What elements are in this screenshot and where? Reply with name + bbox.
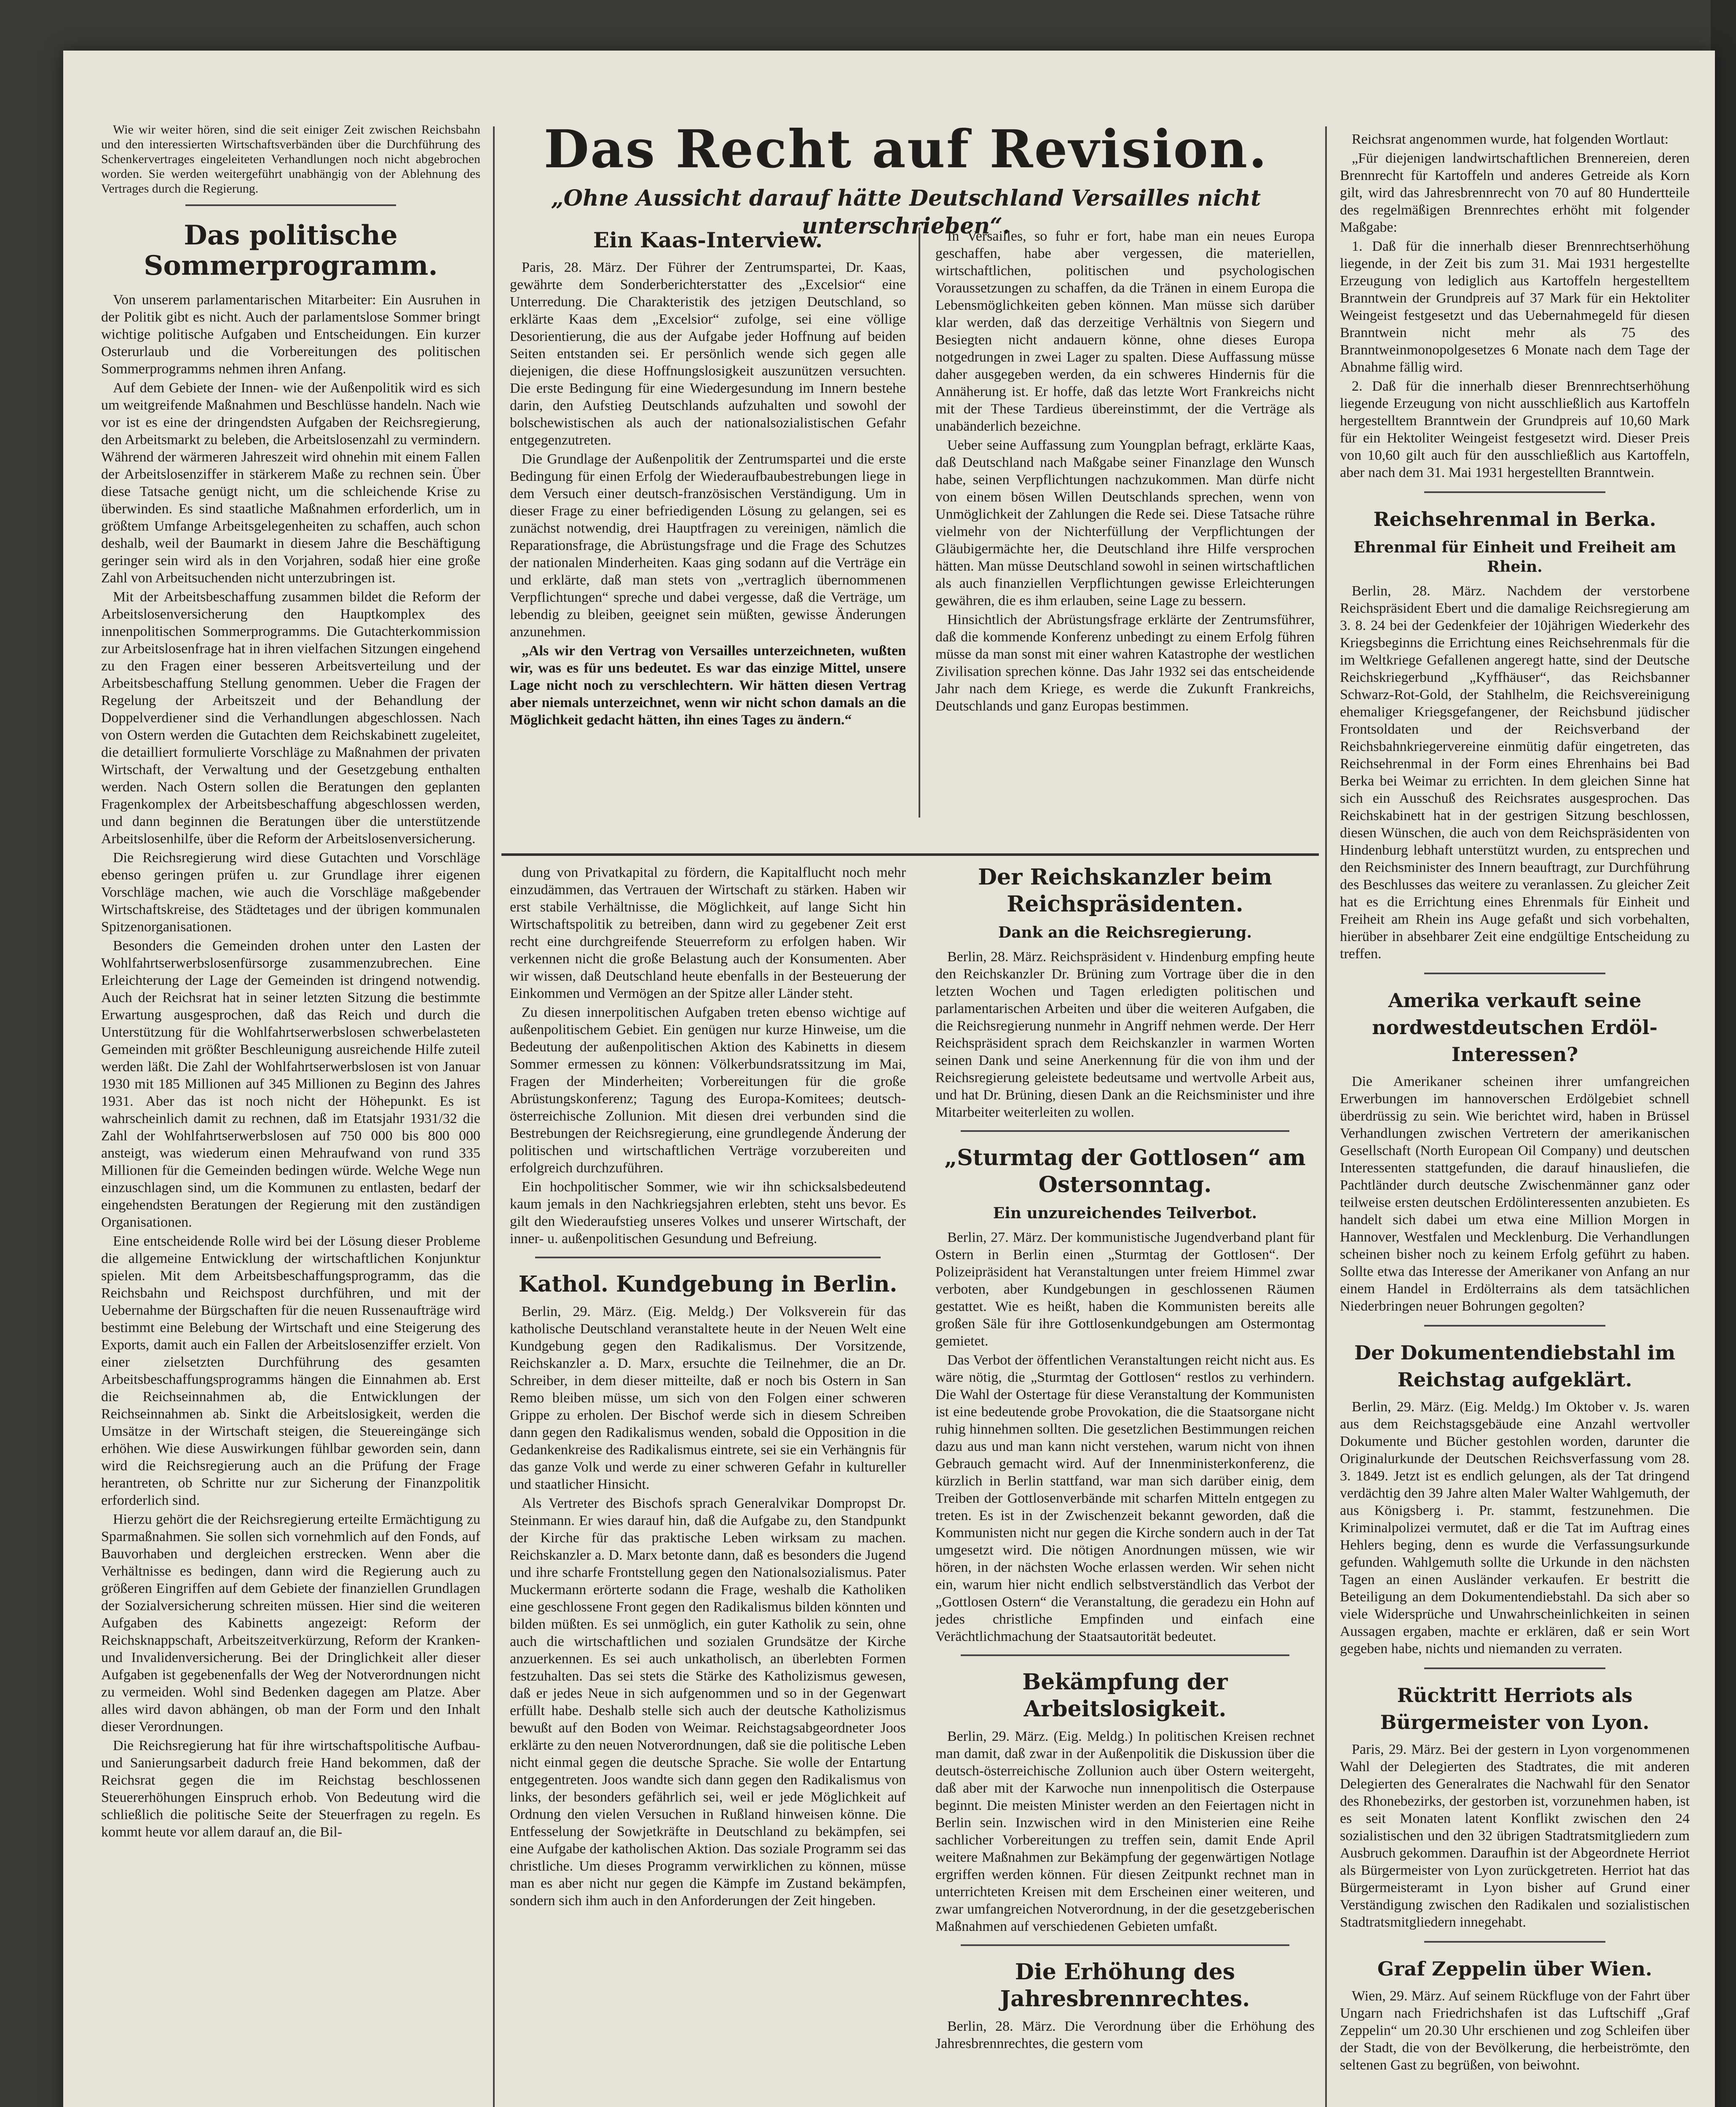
kathol-paragraph: Als Vertreter des Bischofs sprach Generalvikar Dompropst Dr. Steinmann. Er wies darauf hin, daß die Aufgabe zu, den Standpunkt der Kirche für das praktische Leben wirksam zu machen. Reichskanzler a. D. Marx betonte dann, daß es besonders die Jugend und ihre scharfe Frontstellung gegen den Nationalsozialismus. Pater Muckermann erörterte sodann die Frage, weshalb die Katholiken eine geschlossene Front gegen den Radikalismus bilden könnten und bilden müßten. Es sei unmöglich, ein guter Katholik zu sein, ohne auch die wirtschaftlichen und sozialen Grundsätze der Kirche anzuerkennen. Es sei auch unkatholisch, an überlebten Formen festzuhalten. Das sei stets die Stärke des Katholizismus gewesen, daß er jedes Neue in sich aufgenommen und so in der Gegenwart erfüllt habe. Deshalb stelle sich auch der deutsche Katholizismus bewußt auf den Boden von Weimar. Reichstagsabgeordneter Joos erklärte zu den neuen Notverordnungen, daß sie die politische Leben nicht einmal gegen die deutsche Sprache. Sie wolle der Entartung entgegentreten. Joos wandte sich dann gegen den Radikalismus von links, der besonders gefährlich sei, weil er jede Möglichkeit auf Ordnung den vielen Versuchen in Rußland hinweisen könne. Die Entfesselung der Sowjetkräfte in Deutschland zu bekämpfen, sei eine Aufgabe der katholischen Aktion. Das soziale Programm sei das christliche. Um dieses Programm verwirklichen zu können, müsse man es aber nicht nur gegen die Kämpfe im Zustand bekämpfen, sondern sich ihm auch in den Anforderungen der Zeit hingeben. (510, 1496, 906, 1909)
column-2-lower (510, 864, 906, 2107)
dokument-title: Der Dokumentendiebstahl im Reichstag aufgeklärt. (1354, 1341, 1675, 1391)
interview-title: Ein Kaas-Interview. (593, 228, 823, 252)
brennrecht-continuation: Reichsrat angenommen wurde, hat folgenden Wortlaut: (1352, 131, 1669, 147)
newspaper-page (63, 51, 1715, 2107)
sommer-title: Das politische Sommerprogramm. (144, 220, 438, 281)
kaas-paragraph: Paris, 28. März. Der Führer der Zentrumspartei, Dr. Kaas, gewährte dem Sonderberichterstatter des „Excelsior“ eine Unterredung. Die Charakteristik des jetzigen Deutschland, so erklärte Kaas dem „Excelsior“ zufolge, sei eine völlige Desorientierung, die aus der Aufgabe jeder Hoffnung auf beiden Seiten entstanden sei. Er persönlich wende sich gegen alle diejenigen, die diese Hoffnungslosigkeit auszunützen versuchten. Die erste Bedingung für eine Wiedergesundung im Innern bestehe darin, den Aufstieg Deutschlands aufzuhalten und sowohl der bolschewistischen als auch der nationalsozialistischen Gefahr entgegenzutreten. (510, 260, 906, 448)
divider (1424, 1941, 1605, 1943)
sturmtag-paragraph: Berlin, 27. März. Der kommunistische Jugendverband plant für Ostern in Berlin einen „Sturmtag der Gottlosen“. Der Polizeipräsident hat Veranstaltungen unter freiem Himmel zwar verboten, aber Kundgebungen in geschlossenen Räumen gestattet. Wie es heißt, haben die Kommunisten bereits alle großen Säle für ihre Gottlosenkundgebungen am Ostermontag gemietet. (935, 1230, 1315, 1349)
intro-note: Wie wir weiter hören, sind die seit einiger Zeit zwischen Reichsbahn und den interessierten Wirtschaftsverbänden über die Durchführung des Schenkervertrages eingeleiteten Verhandlungen noch nicht abgebrochen worden. Sie werden weitergeführt unabhängig von der Ablehnung des Vertrages durch die Regierung. (101, 123, 480, 196)
sommer-paragraph: Von unserem parlamentarischen Mitarbeiter: Ein Ausruhen in der Politik gibt es nicht. Auch der parlamentslose Sommer bringt wichtige politische Aufgaben und Entscheidungen. Ein kurzer Osterurlaub und die Vorbereitungen des politischen Sommerprogramms nehmen ihren Anfang. (101, 292, 480, 377)
kanzler-title: Der Reichskanzler beim Reichspräsidenten. (978, 864, 1273, 917)
kaas-paragraph: In Versailles, so fuhr er fort, habe man ein neues Europa geschaffen, habe aber vergessen, die materiellen, wirtschaftlichen, politischen und psychologischen Voraussetzungen zu schaffen, da die Tränen in einem Europa die Lebensmöglichkeiten geben können. Man müsse sich darüber klar werden, daß das derzeitige Verhältnis von Siegern und Besiegten nicht andauern könne, ohne dieses Europa notgedrungen in zwei Lager zu spalten. Diese Auffassung müsse daher ausgegeben werden, da ein schweres Hindernis für die Annäherung ist. Er hoffe, daß das letzte Wort Frankreichs nicht mit der These Tardieus übereinstimmt, der die Verträge als unabänderlich bezeichne. (935, 228, 1315, 434)
zeppelin-paragraph: Wien, 29. März. Auf seinem Rückfluge von der Fahrt über Ungarn nach Friedrichshafen ist das Luftschiff „Graf Zeppelin“ um 20.30 Uhr erschienen und zog Schleifen über der Stadt, die von der Bevölkerung, die herbeiströmte, den seltenen Gast zu begrüßen, von beiwohnt. (1340, 1988, 1690, 2073)
kanzler-subtitle: Dank an die Reichsregierung. (998, 924, 1252, 941)
divider (1424, 973, 1605, 974)
brennrecht-continuation: 1. Daß für die innerhalb dieser Brennrechtserhöhung liegende, in der Zeit bis zum 31. Mai 1931 hergestellte Erzeugung von lediglich aus Kartoffeln hergestelltem Branntwein der Grundpreis auf 37 Mark für ein Hektoliter Weingeist festgesetzt und das Uebernahmegeld für diesen Branntwein nicht mehr als 75 des Branntweinmonopolgesetzes 6 Monate nach dem Tage der Abnahme fällig wird. (1340, 239, 1690, 375)
brennrecht-title: Die Erhöhung des Jahresbrennrechtes. (1000, 1959, 1250, 2012)
kaas-right (935, 228, 1315, 847)
continuation-paragraph: Zu diesen innerpolitischen Aufgaben treten ebenso wichtige auf außenpolitischem Gebiet. Ein genügen nur kurze Hinweise, um die Bedeutung der außenpolitischen Aktion des Kabinetts in diesem Sommer ermessen zu können: Völkerbundsratssitzung im Mai, Fragen der Minderheiten; Vorbereitungen für die große Abrüstungskonferenz; Tagung des Europa-Komitees; deutsch-österreichische Zollunion. Mit diesen drei verbunden sind die Bestrebungen der Reichsregierung, eine grundlegende Änderung der politischen und wirtschaftlichen Verträge vorzubereiten und erfolgreich durchzuführen. (510, 1005, 906, 1176)
sommer-paragraph: Besonders die Gemeinden drohen unter den Lasten der Wohlfahrtserwerbslosenfürsorge zusammenzubrechen. Eine Erleichterung der Lage der Gemeinden ist dringend notwendig. Auch der Reichsrat hat in seiner letzten Sitzung die bestimmte Erwartung ausgesprochen, daß das Reich und durch die Unterstützung für die Wohlfahrtserwerbslosen schwerbelasteten Gemeinden mit größter Beschleunigung ausreichende Hilfe zuteil werden läßt. Die Zahl der Wohlfahrtserwerbslosen ist von Januar 1930 mit 185 Millionen auf 345 Millionen zu Beginn des Jahres 1931. Aber das ist noch nicht der Höhepunkt. Es ist wahrscheinlich damit zu rechnen, daß im Etatsjahr 1931/32 die Zahl der Wohlfahrtserwerbslosen auf 750 000 bis 800 000 ansteigt, was wiederum einen Mehraufwand von rund 335 Millionen für die Gemeinden bedingen würde. Welche Wege nun einzuschlagen sind, um die Kommunen zu entlasten, bedarf der eingehendsten Beratungen der Regierung mit den zuständigen Organisationen. (101, 938, 480, 1230)
herriot-title: Rücktritt Herriots als Bürgermeister von Lyon. (1380, 1684, 1650, 1734)
column-4 (1340, 131, 1690, 2107)
kathol-paragraph: Berlin, 29. März. (Eig. Meldg.) Der Volksverein für das katholische Deutschland veranstaltete heute in der Neuen Welt eine Kundgebung gegen den Radikalismus. Der Vorsitzende, Reichskanzler a. D. Marx, ersuchte die Teilnehmer, die an Dr. Schreiber, in dem dieser mitteilte, daß er noch bis Ostern in San Remo bleiben müsse, um sich von den Folgen einer schweren Grippe zu erholen. Der Bischof werde sich in diesem Schreiben dann gegen den Radikalismus wenden, sobald die Opposition in die Gedankenkreise des Radikalismus eintrete, sei sie ein Verhängnis für das ganze Volk und werde zu einer schweren Gefahr in kultureller und staatlicher Hinsicht. (510, 1304, 906, 1492)
sommer-paragraph: Die Reichsregierung wird diese Gutachten und Vorschläge ebenso geringen prüfen u. zur Grundlage ihrer eigenen Vorschläge machen, wie auch die Vorschläge maßgebender Wirtschaftskreise, des Städtetages und der übrigen kommunalen Spitzenorganisationen. (101, 850, 480, 935)
berka-subtitle: Ehrenmal für Einheit und Freiheit am Rhein. (1353, 539, 1676, 576)
sommer-paragraph: Hierzu gehört die der Reichsregierung erteilte Ermächtigung zu Sparmaßnahmen. Sie sollen sich vornehmlich auf den Fonds, auf Bauvorhaben und dergleichen erstrecken. Wenn aber die Verhältnisse es bedingen, dann wird die Regierung auch zu größeren Eingriffen auf dem Gebiete der finanziellen Grundlagen der Sozialversicherung schreiten müssen. Hier sind die weiteren Aufgaben des Kabinetts angezeigt: Reform der Reichsknappschaft, Arbeitszeitverkürzung, Reform der Kranken- und Invalidenversicherung. Bei der Dringlichkeit aller dieser Aufgaben ist gegebenenfalls der Weg der Notverordnungen nicht zu vermeiden. Wohl sind Bedenken dagegen am Platze. Aber alles wird davon abhängen, ob man der Form und den Inhalt dieser Verordnungen. (101, 1512, 480, 1734)
sommer-paragraph: Mit der Arbeitsbeschaffung zusammen bildet die Reform der Arbeitslosenversicherung den Hauptkomplex des innenpolitischen Sommerprogramms. Die Gutachterkommission zur Arbeitslosenfrage hat in ihren vielfachen Sitzungen eingehend zu den Fragen einer besseren Arbeitsverteilung und der Arbeitsbeschaffung Stellung genommen. Ueber die Fragen der Regelung der Arbeitszeit und der Behandlung der Doppelverdiener sind die Verhandlungen abgeschlossen. Nach von Ostern werden die Gutachten dem Reichskabinett zugeleitet, die detailliert formulierte Vorschläge zu Maßnahmen der privaten Wirtschaft, der Verwaltung und der Gesetzgebung enthalten werden. Nach Ostern sollen die Beratungen den geplanten Fragenkomplex der Arbeitsbeschaffung abgeschlossen werden, und dann beginnen die Beratungen über die unterstützende Arbeitslosenhilfe, über die Reform der Arbeitslosenversicherung. (101, 589, 480, 847)
berka-paragraph: Berlin, 28. März. Nachdem der verstorbene Reichspräsident Ebert und die damalige Reichsregierung am 3. 8. 24 bei der Gedenkfeier der 10jährigen Wiederkehr des Kriegsbeginns die Errichtung eines Reichsehrenmals für die im Weltkriege Gefallenen angeregt hatte, sind der Deutsche Reichskriegerbund „Kyffhäuser“, das Reichsbanner Schwarz-Rot-Gold, der Stahlhelm, die Reichsvereinigung ehemaliger Kriegsgefangener, der Reichsbund jüdischer Frontsoldaten und der Reichsverband der Reichsbahnkriegervereine einmütig dafür eingetreten, das Reichsehrenmal in der Form eines Ehrenhains bei Bad Berka bei Weimar zu errichten. In dem gleichen Sinne hat sich ein Ausschuß des Reichsrates ausgesprochen. Das Reichskabinett hat in der gestrigen Sitzung beschlossen, diesen Wünschen, die auch von dem Reichspräsidenten von Hindenburg lebhaft unterstützt wurden, zu entsprechen und den Reichsminister des Innern beauftragt, zur Durchführung des Beschlusses das weitere zu veranlassen. Zu gleicher Zeit hat es die Errichtung eines Ehrenmals für Einheit und Freiheit am Rhein ins Auge gefaßt und sich vorbehalten, hierüber in absehbarer Zeit eine endgültige Entscheidung zu treffen. (1340, 583, 1690, 962)
main-headline: Das Recht auf Revision. (544, 119, 1268, 180)
column-rule (493, 126, 495, 2107)
brennrecht-continuation: „Für diejenigen landwirtschaftlichen Brennereien, deren Brennrecht für Kartoffeln und anderes Getreide als Korn gilt, wird das Jahresbrennrecht von 70 auf 80 Hundertteile des regelmäßigen Brennrechtes erhöht mit folgender Maßgabe: (1340, 150, 1690, 235)
column-rule (1325, 126, 1327, 2107)
kaas-quote: „Als wir den Vertrag von Versailles unterzeichneten, wußten wir, was es für uns bedeutet. Es war das einzige Mittel, unsere Lage nicht noch zu verschlechtern. Wir hätten diesen Vertrag aber niemals unterzeichnet, wenn wir nicht schon damals an die Möglichkeit gedacht hätten, ihn eines Tages zu ändern.“ (510, 643, 906, 728)
main-subheadline: „Ohne Aussicht darauf hätte Deutschland Versailles nicht unterschrieben“. (551, 185, 1261, 239)
brennrecht-continuation: 2. Daß für die innerhalb dieser Brennrechtserhöhung liegende Erzeugung von nicht ausschließlich aus Kartoffeln hergestelltem Branntwein der Grundpreis auf 10,60 Mark für ein Hektoliter Weingeist festgesetzt wird. Dieser Preis von 10,60 gilt auch für den ausschließlich aus Kartoffeln, aber nach dem 31. Mai 1931 hergestellten Branntwein. (1340, 378, 1690, 480)
dokument-paragraph: Berlin, 29. März. (Eig. Meldg.) Im Oktober v. Js. waren aus dem Reichstagsgebäude eine Anzahl wertvoller Dokumente und Bücher gestohlen worden, darunter die Originalurkunde der Deutschen Reichsverfassung vom 28. 3. 1849. Jetzt ist es endlich gelungen, als der Tat dringend verdächtig den 39 Jahre alten Maler Walter Wahlgemuth, der aus Königsberg i. Pr. stammt, festzunehmen. Die Kriminalpolizei vermutet, daß er die Tat im Auftrag eines Hehlers beging, denn es wurde die Verfassungsurkunde gefunden. Wahlgemuth sollte die Urkunde in den nächsten Tagen an einen Ausländer verkaufen. Er bestritt die Beteiligung an dem Dokumentendiebstahl. Da sich aber so viele Widersprüche und Unwahrscheinlichkeiten in seinen Aussagen ergaben, machte er erklären, daß er sein Wort gegeben habe, nichts und niemanden zu verraten. (1340, 1399, 1690, 1657)
divider (961, 1130, 1289, 1132)
divider (1424, 1667, 1605, 1669)
sommer-paragraph: Auf dem Gebiete der Innen- wie der Außenpolitik wird es sich um weitgreifende Maßnahmen und Beschlüsse handeln. Nach wie vor ist es eine der dringendsten Aufgaben der Reichsregierung, den Arbeitsmarkt zu beleben, die Arbeitslosenzahl zu vermindern. Während der wärmeren Jahreszeit wird ohnehin mit einem Fallen der Arbeitslosenziffer in stärkerem Maße zu rechnen sein. Über diese Tatsache genügt nicht, um die schleichende Krise zu überwinden. Es sind staatliche Maßnahmen erforderlich, um in größtem Umfange Arbeitsgelegenheiten zu schaffen, auch schon deshalb, weil der Baumarkt in diesem Jahre die Beschäftigung geringer sein wird als in den Vorjahren, sodaß hier eine große Zahl von Arbeitsuchenden nicht unterzubringen ist. (101, 380, 480, 586)
continuation-paragraph: dung von Privatkapital zu fördern, die Kapitalflucht noch mehr einzudämmen, das Vertrauen der Wirtschaft zu stärken. Haben wir erst stabile Verhältnisse, die Möglichkeit, auf lange Sicht hin Wirtschaftspolitik zu betreiben, dann wird zu gegebener Zeit erst recht eine durchgreifende Steuerreform zu erfolgen haben. Wir verkennen nicht die große Belastung auch der Konsumenten. Aber wir wissen, daß Deutschland heute ebenfalls in der Besteuerung der Einkommen und Vermögen an der Spitze aller Länder steht. (510, 865, 906, 1001)
divider (1424, 1325, 1605, 1327)
kaas-left (510, 228, 906, 847)
column-1 (101, 122, 480, 2107)
section-rule (501, 853, 1319, 856)
brennrecht-paragraph: Berlin, 28. März. Die Verordnung über die Erhöhung des Jahresbrennrechtes, die gestern vom (935, 2019, 1315, 2051)
kanzler-paragraph: Berlin, 28. März. Reichspräsident v. Hindenburg empfing heute den Reichskanzler Dr. Brüning zum Vortrage über die in den letzten Wochen und Tagen erledigten politischen und parlamentarischen Arbeiten und über die weiteren Aufgaben, die die Reichsregierung nunmehr in Angriff nehmen werde. Der Herr Reichspräsident sprach dem Reichskanzler in warmen Worten seinen Dank und seine Anerkennung für die von ihm und der Reichsregierung geleistete bedeutsame und wertvolle Arbeit aus, und hat Dr. Brüning, diesen Dank an die Reichsminister und ihre Mitarbeiter weiterleiten zu wollen. (935, 949, 1315, 1120)
continuation-paragraph: Ein hochpolitischer Sommer, wie wir ihn schicksalsbedeutend kaum jemals in den Nachkriegsjahren erlebten, steht uns bevor. Es gilt den Wiederaufstieg unseres Volkes und unserer Wirtschaft, der inner- u. außenpolitischen Gesundung und Befreiung. (510, 1179, 906, 1247)
divider (961, 1944, 1289, 1946)
arbeitslos-paragraph: Berlin, 29. März. (Eig. Meldg.) In politischen Kreisen rechnet man damit, daß zwar in der Außenpolitik die Diskussion über die deutsch-österreichische Zollunion auch über Ostern weitergeht, daß aber mit der Karwoche nun innenpolitisch die Osterpause beginnt. Die meisten Minister werden an den Feiertagen nicht in Berlin sein. Inzwischen wird in den Ministerien eine Reihe sachlicher Vorbereitungen zu treffen sein, damit Ende April weitere Maßnahmen zur Bekämpfung der gegenwärtigen Notlage ergriffen werden können. Für diesen Zeitpunkt rechnet man in unterrichteten Kreisen mit dem Erscheinen einer weiteren, und zwar umfangreichen Notverordnung, in der die gesetzgeberischen Maßnahmen auf verschiedenen Gebieten umfaßt. (935, 1729, 1315, 1934)
main-headline-block (510, 118, 1302, 240)
kaas-paragraph: Die Grundlage der Außenpolitik der Zentrumspartei und die erste Bedingung für einen Erfolg der Wiederaufbaubestrebungen liege in dem Versuch einer deutsch-französischen Verständigung. Um in dieser Frage zu einer befriedigenden Lösung zu gelangen, sei es zunächst notwendig, drei Hauptfragen zu vereinigen, nämlich die Reparationsfrage, die Abrüstungsfrage und die Frage des Schutzes der nationalen Minderheiten. Kaas ging sodann auf die Verträge ein und erklärte, daß man stets von „vertraglich übernommenen Verpflichtungen“ spreche und dabei vergesse, daß die Verträge, um lebendig zu bleiben, geeignet sein müßten, gewisse Änderungen anzunehmen. (510, 451, 906, 640)
sturmtag-subtitle: Ein unzureichendes Teilverbot. (993, 1204, 1257, 1222)
amerika-title: Amerika verkauft seine nordwestdeutschen Erdöl-Interessen? (1372, 989, 1658, 1066)
sturmtag-title: „Sturmtag der Gottlosen“ am Ostersonntag. (944, 1145, 1306, 1198)
kaas-paragraph: Ueber seine Auffassung zum Youngplan befragt, erklärte Kaas, daß Deutschland nach Maßgabe seiner Finanzlage den Wunsch habe, seinen Verpflichtungen nachzukommen. Man dürfe nicht von einem bösen Willen Deutschlands sprechen, wenn von Unmöglichkeit der Zahlungen die Rede sei. Diese Tatsache rühre vielmehr von der Nichterfüllung der Verpflichtungen der Gläubigermächte her, die Deutschland ihre Hilfe versprochen hätten. Man müsse Deutschland sowohl in seinen wirtschaftlichen als auch finanziellen Verpflichtungen gewisse Erleichterungen gewähren, die es ihm erlauben, seine Lage zu bessern. (935, 437, 1315, 609)
zeppelin-title: Graf Zeppelin über Wien. (1377, 1957, 1653, 1980)
berka-title: Reichsehrenmal in Berka. (1373, 508, 1656, 531)
divider (961, 1654, 1289, 1656)
sommer-paragraph: Eine entscheidende Rolle wird bei der Lösung dieser Probleme die allgemeine Entwicklung der wirtschaftlichen Konjunktur spielen. Mit dem Arbeitsbeschaffungsprogramm, das die Reichsbahn und Reichspost durchführen, und mit der Uebernahme der Bürgschaften für die neuen Russenaufträge wird bestimmt eine Belebung der Wirtschaft und eine Steigerung des Exports, damit auch ein Fallen der Arbeitslosenziffer erzielt. Von einer zielsetzten Durchführung des gesamten Arbeitsbeschaffungsprogramms hängen die Einnahmen ab. Erst die Reichseinnahmen ab, die Entwicklungen der Reichseinnahmen ab. Sinkt die Arbeitslosigkeit, werden die Umsätze in der Wirtschaft steigen, die Steuereingänge sich erhöhen. Wie diese Auswirkungen fühlbar geworden sein, dann wird die Reichsregierung auch an die Prüfung der Frage herantreten, ob Schritte nur zur Sicherung der Finanzpolitik erforderlich sind. (101, 1233, 480, 1508)
kaas-paragraph: Hinsichtlich der Abrüstungsfrage erklärte der Zentrumsführer, daß die kommende Konferenz unbedingt zu einem Erfolg führen müsse da man sonst mit einer wahren Katastrophe der westlichen Zivilisation sprechen könne. Das Jahr 1932 sei das entscheidende Jahr nach dem Kriege, es werde die Zukunft Frankreichs, Deutschlands und ganz Europas bestimmen. (935, 612, 1315, 714)
arbeitslos-title: Bekämpfung der Arbeitslosigkeit. (1022, 1669, 1228, 1722)
herriot-paragraph: Paris, 29. März. Bei der gestern in Lyon vorgenommenen Wahl der Delegierten des Stadtrates, die mit anderen Delegierten des Generalrates die Nachwahl für den Senator des Rhonebezirks, der gestorben ist, vorzunehmen haben, ist es seit Monaten latent Konflikt zwischen den 24 sozialistischen und den 32 übrigen Stadtratsmitgliedern zum Ausbruch gekommen. Daraufhin ist der Abgeordnete Herriot als Bürgermeister von Lyon zurückgetreten. Herriot hat das Bürgermeisteramt in Lyon bisher auf Grund einer Verständigung zwischen den Radikalen und sozialistischen Stadtratsmitgliedern innegehabt. (1340, 1742, 1690, 1930)
sommer-paragraph: Die Reichsregierung hat für ihre wirtschaftspolitische Aufbau- und Sanierungsarbeit dadurch freie Hand bekommen, daß der Reichsrat gegen die im Reichstag beschlossenen Steuererhöhungen Einspruch erhob. Von Bedeutung wird die schließlich die politische Seite der Steuerfragen zu regeln. Es kommt heute vor allem darauf an, die Bil- (101, 1738, 480, 1840)
amerika-paragraph: Die Amerikaner scheinen ihrer umfangreichen Erwerbungen im hannoverschen Erdölgebiet schnell überdrüssig zu sein. Wie berichtet wird, haben in Brüssel Verhandlungen zwischen Vertretern der amerikanischen Gesellschaft (North European Oil Company) und deutschen Interessenten stattgefunden, die darauf hinausliefen, die Pachtländer durch deutsche Zwischenmänner ganz oder teilweise ersten deutschen Erdölinteressenten anzubieten. Es handelt sich dabei um etwa eine Million Morgen in Hannover, Westfalen und Mecklenburg. Die Verhandlungen scheinen bisher noch zu keinem Erfolg geführt zu haben. Sollte etwa das Interesse der Amerikaner von Anfang an nur einem Handel in Erdölterrains als dem tatsächlichen Niederbringen neuer Bohrungen gegolten? (1340, 1074, 1690, 1314)
divider (185, 204, 396, 206)
column-rule (919, 228, 920, 818)
column-3-lower (935, 864, 1315, 2107)
kathol-title: Kathol. Kundgebung in Berlin. (518, 1271, 897, 1297)
divider (1424, 491, 1605, 493)
sturmtag-paragraph: Das Verbot der öffentlichen Veranstaltungen reicht nicht aus. Es wäre nötig, die „Sturmtag der Gottlosen“ restlos zu verhindern. Die Wahl der Ostertage für diese Veranstaltung der Kommunisten ist eine bedeutende grobe Provokation, die die Staatsorgane nicht ruhig hinnehmen sollten. Die gesetzlichen Bestimmungen reichen dazu aus und man kann nicht verstehen, warum nicht von ihnen Gebrauch gemacht wird. Auf der Innenministerkonferenz, die kürzlich in Berlin stattfand, war man sich darüber einig, dem Treiben der Gottlosenverbände mit scharfen Mitteln entgegen zu treten. Es ist in der Zwischenzeit bekannt geworden, daß die Kommunisten nicht nur gegen die Kirche sondern auch in der Tat umgesetzt wird. Die nötigen Anordnungen müssen, wie wir hören, in der nächsten Woche erlassen werden. Wir sehen nicht ein, warum hier nicht endlich selbstverständlich das Verbot der „Gottlosen Ostern“ die Veranstaltung, die geradezu ein Hohn auf jedes christliche Empfinden und einfach eine Verächtlichmachung der Staatsautorität bedeutet. (935, 1352, 1315, 1644)
divider (535, 1257, 881, 1258)
